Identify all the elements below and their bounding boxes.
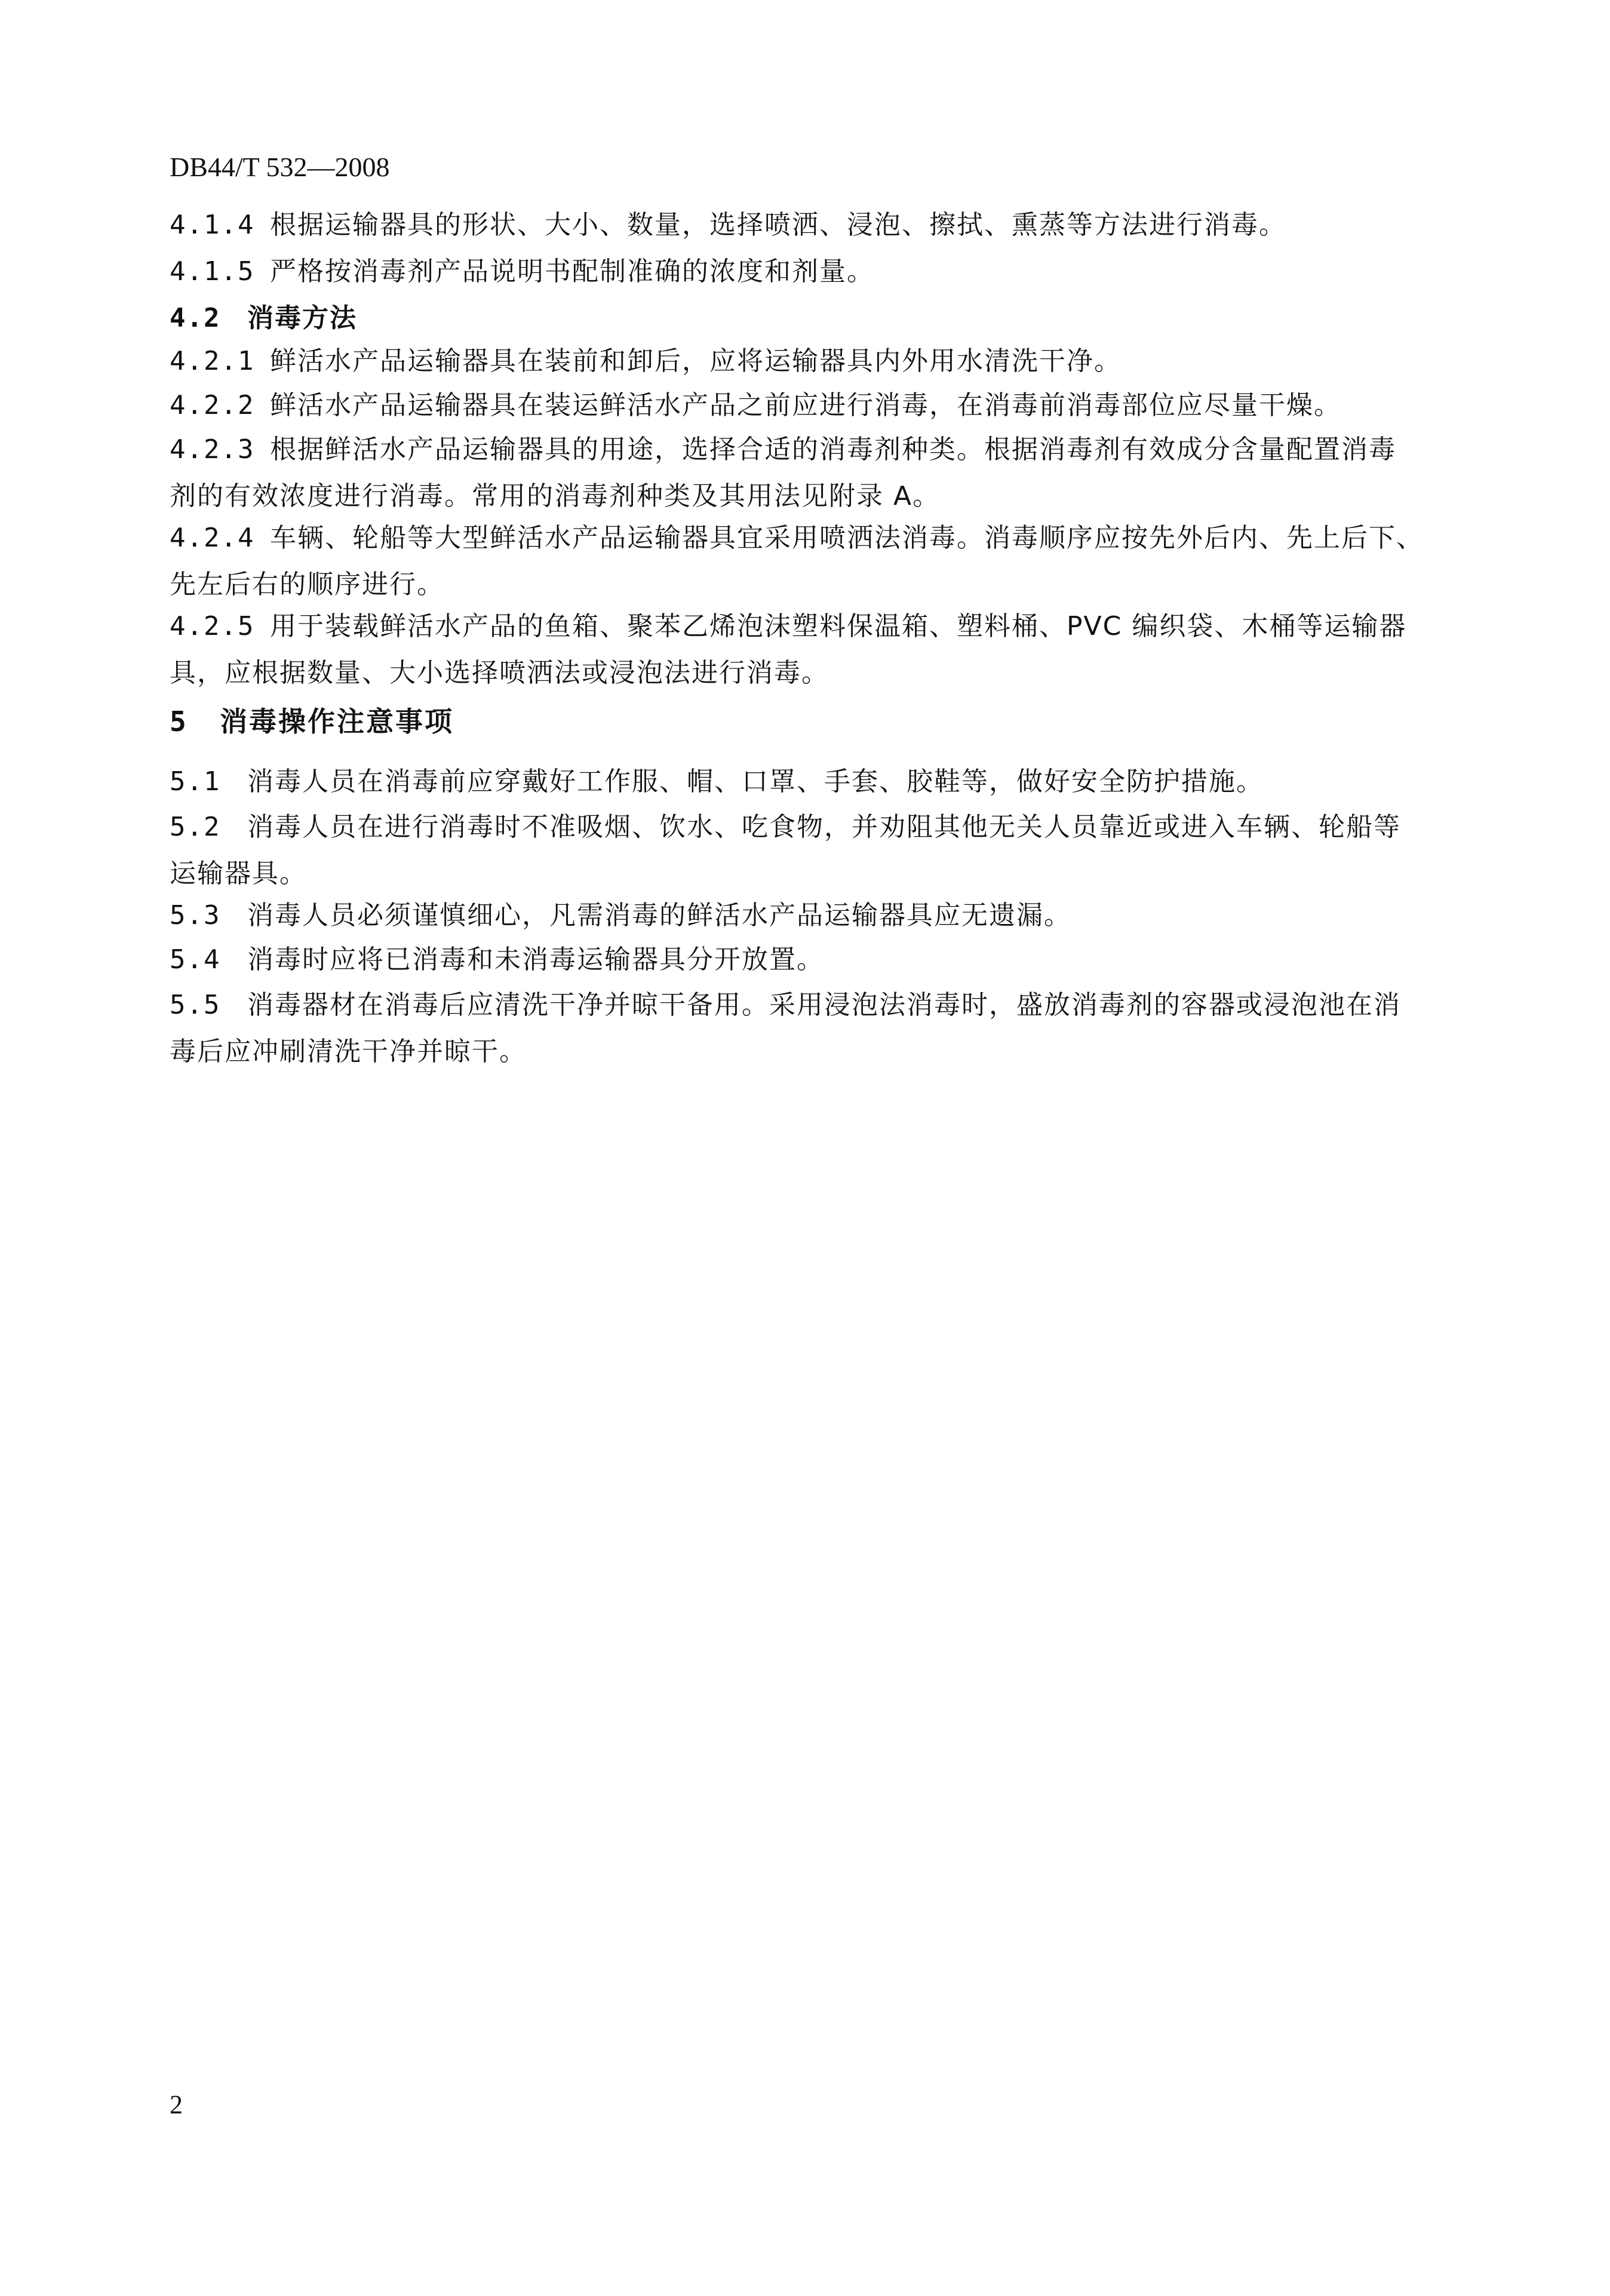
clause-4-1-4 — [170, 202, 1454, 248]
clause-number: 4.2.5 — [170, 611, 255, 641]
subsection-heading-4-2 — [170, 295, 1454, 342]
clause-text: 消毒时应将已消毒和未消毒运输器具分开放置。 — [247, 944, 824, 975]
clause-5-5 — [170, 982, 1454, 1075]
clause-text-line-1: 用于装载鲜活水产品的鱼箱、聚苯乙烯泡沫塑料保温箱、塑料桶、PVC 编织袋、木桶等运输器 — [270, 611, 1407, 641]
section-number: 5 — [170, 705, 186, 738]
clause-text: 严格按消毒剂产品说明书配制准确的浓度和剂量。 — [270, 256, 874, 287]
clause-text: 消毒人员必须谨慎细心，凡需消毒的鲜活水产品运输器具应无遗漏。 — [247, 900, 1071, 931]
clause-text: 鲜活水产品运输器具在装前和卸后，应将运输器具内外用水清洗干净。 — [270, 346, 1122, 376]
clause-4-2-5 — [170, 603, 1454, 696]
clause-4-2-1 — [170, 338, 1454, 385]
clause-5-2 — [170, 804, 1454, 897]
clause-number: 5.5 — [170, 990, 221, 1020]
clause-number: 4.2.2 — [170, 390, 255, 420]
clause-number: 5.3 — [170, 900, 221, 931]
clause-text: 根据运输器具的形状、大小、数量，选择喷洒、浸泡、擦拭、熏蒸等方法进行消毒。 — [270, 210, 1286, 240]
clause-number: 4.1.4 — [170, 210, 255, 240]
clause-text: 消毒人员在消毒前应穿戴好工作服、帽、口罩、手套、胶鞋等，做好安全防护措施。 — [247, 766, 1264, 797]
clause-number: 4.2.1 — [170, 346, 255, 376]
clause-number: 5.2 — [170, 812, 221, 842]
subsection-number: 4.2 — [170, 303, 221, 333]
clause-5-1 — [170, 759, 1454, 805]
section-title: 消毒操作注意事项 — [220, 705, 454, 738]
page-number: 2 — [170, 2090, 183, 2119]
clause-4-2-3 — [170, 426, 1454, 520]
clause-text-line-1: 消毒人员在进行消毒时不准吸烟、饮水、吃食物，并劝阻其他无关人员靠近或进入车辆、轮船等 — [247, 812, 1401, 842]
clause-4-1-5 — [170, 248, 1454, 295]
clause-text: 鲜活水产品运输器具在装运鲜活水产品之前应进行消毒，在消毒前消毒部位应尽量干燥。 — [270, 390, 1341, 420]
clause-number: 5.1 — [170, 766, 221, 797]
clause-text-line-2: 毒后应冲刷清洗干净并晾干。 — [170, 1036, 527, 1067]
subsection-title: 消毒方法 — [247, 303, 357, 333]
clause-text-line-2: 具，应根据数量、大小选择喷洒法或浸泡法进行消毒。 — [170, 658, 829, 688]
clause-text-line-1: 消毒器材在消毒后应清洗干净并晾干备用。采用浸泡法消毒时，盛放消毒剂的容器或浸泡池在消 — [247, 990, 1401, 1020]
clause-number: 5.4 — [170, 944, 221, 975]
document-code: DB44/T 532—2008 — [170, 152, 390, 182]
clause-5-4 — [170, 937, 1454, 983]
clause-text-line-2: 先左后右的顺序进行。 — [170, 569, 444, 600]
clause-text-line-1: 根据鲜活水产品运输器具的用途，选择合适的消毒剂种类。根据消毒剂有效成分含量配置消毒 — [270, 434, 1396, 465]
section-heading-5 — [170, 698, 454, 745]
clause-number: 4.2.4 — [170, 523, 255, 553]
clause-text-line-1: 车辆、轮船等大型鲜活水产品运输器具宜采用喷洒法消毒。消毒顺序应按先外后内、先上后下、 — [270, 523, 1424, 553]
clause-text-line-2: 剂的有效浓度进行消毒。常用的消毒剂种类及其用法见附录 A。 — [170, 481, 941, 511]
clause-5-3 — [170, 892, 1454, 939]
clause-4-2-2 — [170, 382, 1454, 429]
clause-number: 4.2.3 — [170, 434, 255, 465]
clause-text-line-2: 运输器具。 — [170, 858, 307, 889]
clause-number: 4.1.5 — [170, 256, 255, 287]
clause-4-2-4 — [170, 515, 1454, 608]
